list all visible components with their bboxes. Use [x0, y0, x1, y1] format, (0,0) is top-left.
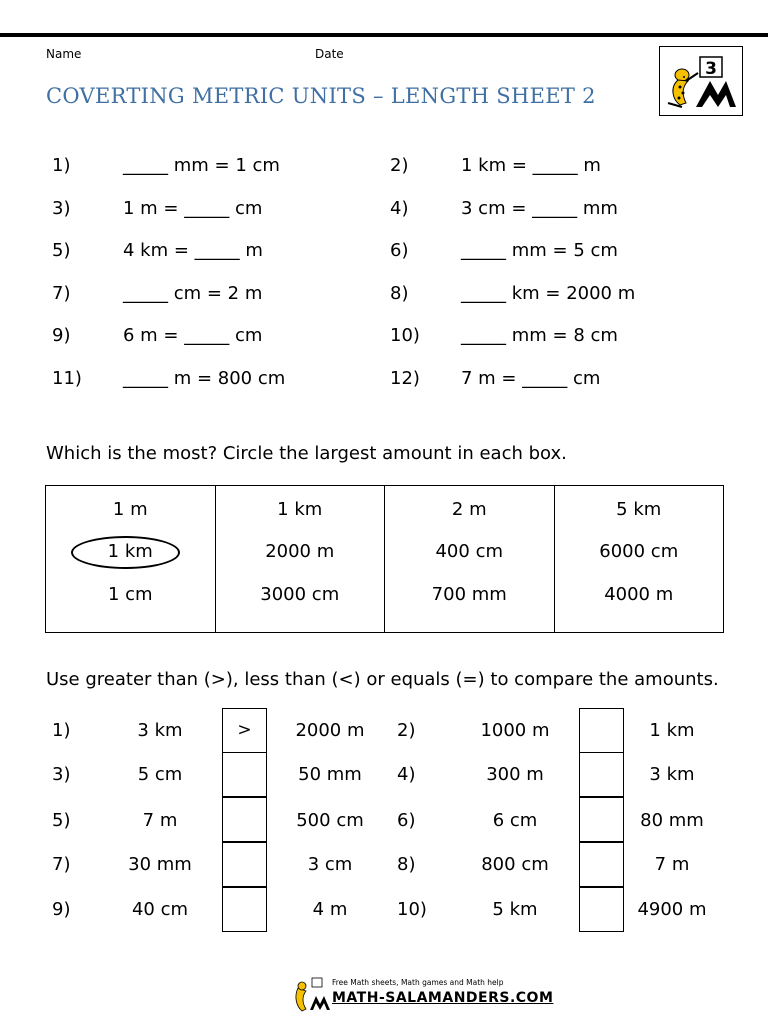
footer-tagline: Free Math sheets, Math games and Math help [332, 978, 504, 987]
question-number: 3) [52, 198, 71, 219]
amount-value[interactable]: 2000 m [265, 541, 335, 562]
answer-box[interactable] [579, 708, 624, 753]
answer-box[interactable]: > [222, 708, 267, 753]
question-text: _____ mm = 1 cm [123, 155, 280, 176]
question-text: 3 cm = _____ mm [461, 198, 618, 219]
compare-right: 80 mm [640, 810, 704, 831]
compare-left: 3 km [137, 720, 183, 741]
question-text: _____ km = 2000 m [461, 283, 636, 304]
compare-number: 2) [397, 720, 416, 741]
top-rule [0, 33, 768, 37]
answer-box[interactable] [579, 842, 624, 887]
question-text: 6 m = _____ cm [123, 325, 263, 346]
amount-value[interactable]: 2 m [451, 499, 487, 520]
question-text: _____ cm = 2 m [123, 283, 263, 304]
compare-right: 3 cm [307, 854, 353, 875]
compare-number: 3) [52, 764, 71, 785]
compare-left: 40 cm [131, 899, 189, 920]
question-number: 11) [52, 368, 82, 389]
worksheet-title: COVERTING METRIC UNITS – LENGTH SHEET 2 [46, 84, 596, 108]
compare-right: 4 m [312, 899, 348, 920]
logo-grade-number: 3 [705, 59, 717, 79]
compare-left: 7 m [142, 810, 178, 831]
footer-site-name[interactable]: MATH-SALAMANDERS.COM [332, 990, 554, 1006]
compare-number: 1) [52, 720, 71, 741]
question-text: _____ m = 800 cm [123, 368, 286, 389]
compare-number: 10) [397, 899, 427, 920]
question-text: 1 m = _____ cm [123, 198, 263, 219]
amount-box [216, 486, 386, 632]
compare-right: 50 mm [298, 764, 362, 785]
compare-number: 9) [52, 899, 71, 920]
amount-value[interactable]: 5 km [616, 499, 662, 520]
circle-instruction: Which is the most? Circle the largest amount in each box. [46, 443, 567, 464]
date-label: Date [315, 47, 344, 61]
salamander-logo-icon [659, 46, 743, 116]
answer-box[interactable] [222, 842, 267, 887]
largest-amount-table [45, 485, 724, 633]
compare-left: 800 cm [481, 854, 549, 875]
amount-value[interactable]: 400 cm [435, 541, 503, 562]
answer-box[interactable] [579, 887, 624, 932]
amount-value[interactable]: 1 cm [107, 584, 153, 605]
amount-value[interactable]: 3000 cm [260, 584, 340, 605]
name-label: Name [46, 47, 82, 61]
compare-left: 30 mm [128, 854, 192, 875]
amount-value[interactable]: 1 km [107, 541, 153, 562]
compare-number: 7) [52, 854, 71, 875]
question-number: 2) [390, 155, 409, 176]
compare-number: 4) [397, 764, 416, 785]
compare-right: 3 km [649, 764, 695, 785]
answer-box[interactable] [579, 797, 624, 842]
question-number: 12) [390, 368, 420, 389]
answer-box[interactable] [222, 752, 267, 797]
compare-left: 1000 m [480, 720, 550, 741]
answer-box[interactable] [222, 797, 267, 842]
answer-box[interactable] [579, 752, 624, 797]
compare-right: 7 m [654, 854, 690, 875]
amount-value[interactable]: 1 km [277, 499, 323, 520]
compare-right: 4900 m [637, 899, 707, 920]
question-text: _____ mm = 8 cm [461, 325, 618, 346]
compare-right: 500 cm [296, 810, 364, 831]
question-number: 8) [390, 283, 409, 304]
question-number: 7) [52, 283, 71, 304]
amount-value[interactable]: 6000 cm [599, 541, 679, 562]
compare-number: 5) [52, 810, 71, 831]
amount-box [555, 486, 724, 632]
amount-box [385, 486, 555, 632]
compare-left: 5 km [492, 899, 538, 920]
question-number: 10) [390, 325, 420, 346]
compare-instruction: Use greater than (>), less than (<) or equals (=) to compare the amounts. [46, 669, 719, 690]
question-text: 7 m = _____ cm [461, 368, 601, 389]
question-number: 5) [52, 240, 71, 261]
question-number: 1) [52, 155, 71, 176]
compare-number: 8) [397, 854, 416, 875]
compare-right: 2000 m [295, 720, 365, 741]
answer-box[interactable] [222, 887, 267, 932]
compare-number: 6) [397, 810, 416, 831]
site-footer [292, 976, 554, 1014]
compare-left: 5 cm [137, 764, 183, 785]
question-number: 6) [390, 240, 409, 261]
amount-box [46, 486, 216, 632]
question-number: 4) [390, 198, 409, 219]
question-text: 4 km = _____ m [123, 240, 263, 261]
question-text: 1 km = _____ m [461, 155, 601, 176]
amount-value[interactable]: 700 mm [431, 584, 507, 605]
compare-left: 6 cm [492, 810, 538, 831]
compare-left: 300 m [486, 764, 544, 785]
question-number: 9) [52, 325, 71, 346]
compare-right: 1 km [649, 720, 695, 741]
amount-value[interactable]: 4000 m [604, 584, 674, 605]
question-text: _____ mm = 5 cm [461, 240, 618, 261]
amount-value[interactable]: 1 m [112, 499, 148, 520]
